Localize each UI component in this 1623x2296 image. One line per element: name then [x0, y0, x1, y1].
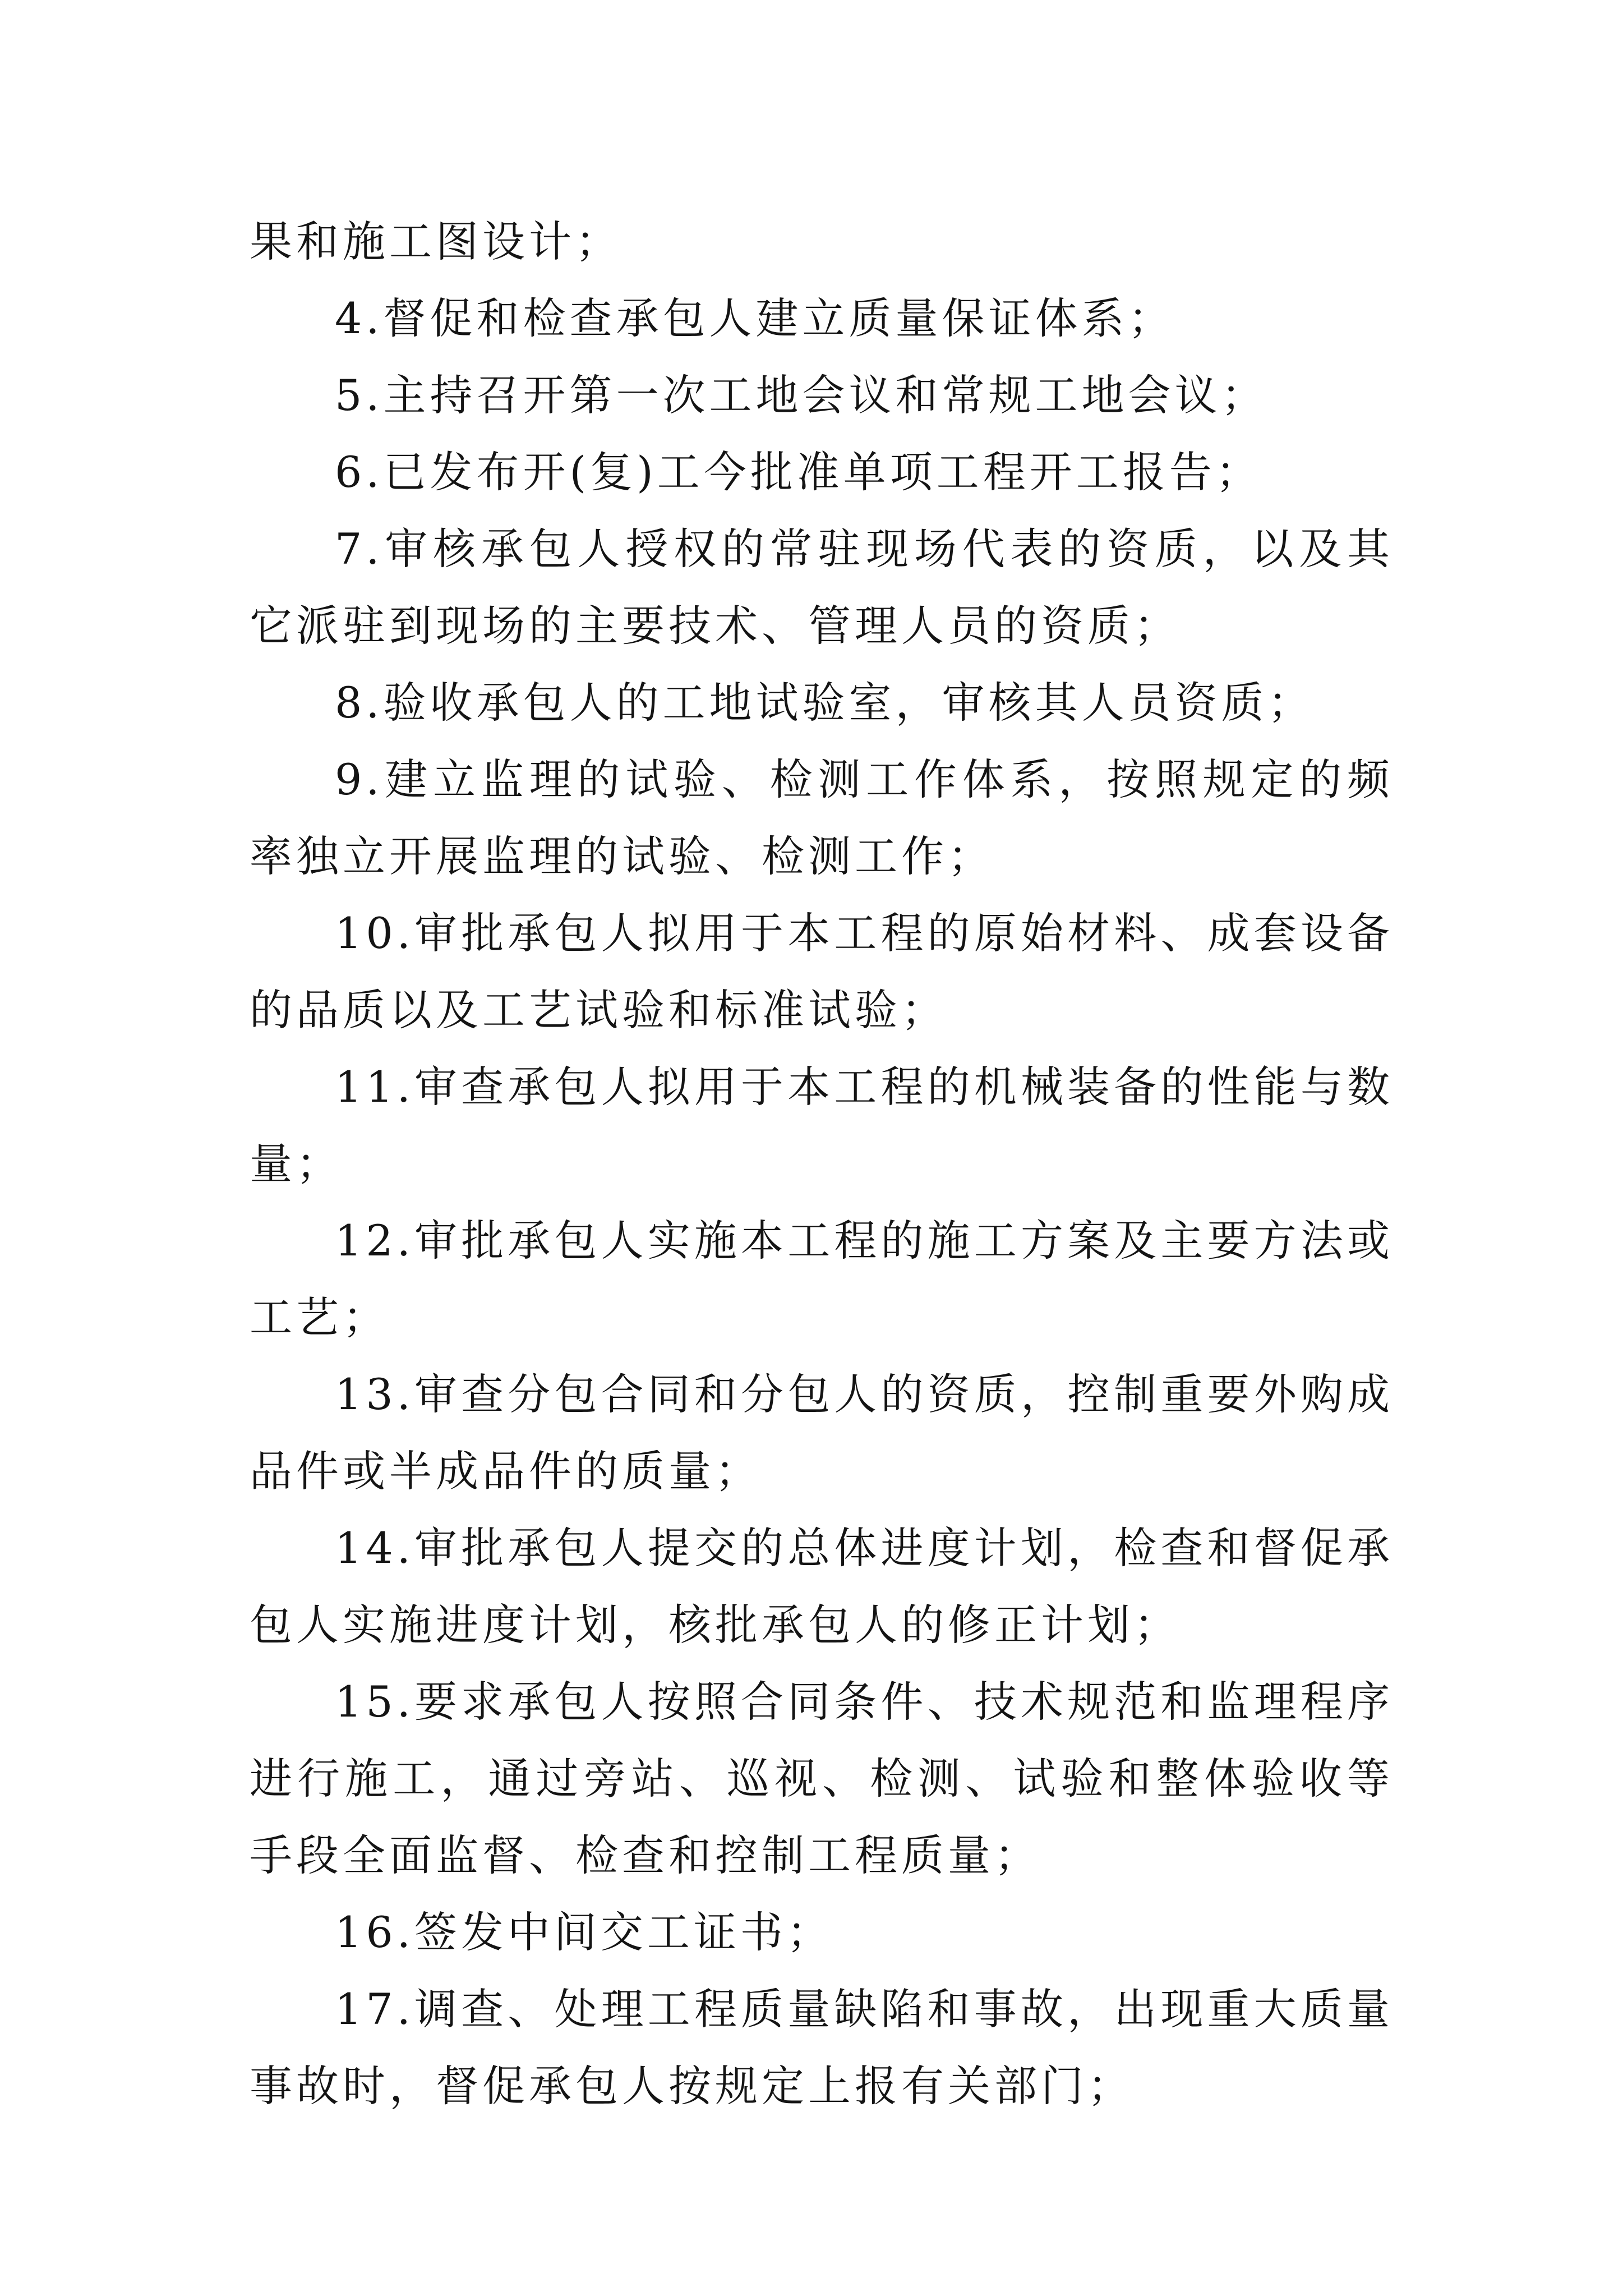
list-item-15: 15.要求承包人按照合同条件、技术规范和监理程序进行施工，通过旁站、巡视、检测、试验和整体验收等手段全面监督、检查和控制工程质量；: [250, 1677, 1394, 1880]
list-item-14: 14.审批承包人提交的总体进度计划，检查和督促承包人实施进度计划，核批承包人的修正计划；: [250, 1523, 1394, 1650]
list-item-9: 9.建立监理的试验、检测工作体系，按照规定的频率独立开展监理的试验、检测工作；: [250, 754, 1394, 881]
list-item-4: 4.督促和检查承包人建立质量保证体系；: [335, 293, 1175, 343]
list-item-8: 8.验收承包人的工地试验室，审核其人员资质；: [335, 678, 1315, 728]
list-item-11: 11.审查承包人拟用于本工程的机械装备的性能与数量；: [250, 1062, 1394, 1189]
list-item-17: 17.调查、处理工程质量缺陷和事故，出现重大质量事故时，督促承包人按规定上报有关部门；: [250, 1984, 1394, 2111]
list-item-16: 16.签发中间交工证书；: [335, 1907, 833, 1957]
document-body: [250, 203, 1394, 2124]
list-item-12: 12.审批承包人实施本工程的施工方案及主要方法或工艺；: [250, 1216, 1394, 1342]
list-item-6: 6.已发布开(复)工今批准单项工程开工报告；: [335, 447, 1262, 497]
list-item-5: 5.主持召开第一次工地会议和常规工地会议；: [335, 370, 1268, 420]
list-item-13: 13.审查分包合同和分包人的资质，控制重要外购成品件或半成品件的质量；: [250, 1369, 1394, 1496]
list-item-10: 10.审批承包人拟用于本工程的原始材料、成套设备的品质以及工艺试验和标准试验；: [250, 908, 1394, 1035]
paragraph-continuation: 果和施工图设计；: [250, 217, 622, 266]
list-item-7: 7.审核承包人授权的常驻现场代表的资质，以及其它派驻到现场的主要技术、管理人员的资质；: [250, 524, 1394, 651]
